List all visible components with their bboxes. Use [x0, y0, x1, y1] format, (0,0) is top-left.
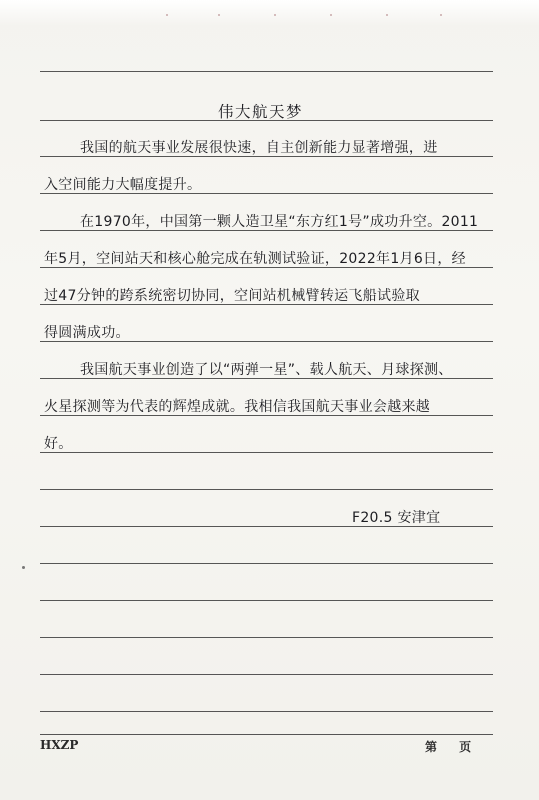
essay-line: 过47分钟的跨系统密切协同，空间站机械臂转运飞船试验取	[44, 288, 420, 304]
essay-line: 在1970年，中国第一颗人造卫星“东方红1号”成功升空。2011	[80, 214, 479, 230]
ruled-line	[40, 71, 493, 72]
ruled-line	[40, 637, 493, 638]
essay-title: 伟大航天梦	[218, 103, 304, 121]
perforation-mark	[440, 14, 442, 16]
ruled-line	[40, 489, 493, 490]
page-number-label: 第 页	[425, 740, 472, 754]
ruled-line	[40, 452, 493, 453]
page-top-edge	[0, 0, 539, 26]
perforation-mark	[330, 14, 332, 16]
essay-line: 火星探测等为代表的辉煌成就。我相信我国航天事业会越来越	[44, 399, 431, 415]
ruled-line	[40, 563, 493, 564]
footer-rule	[40, 734, 493, 735]
essay-line: 我国航天事业创造了以“两弹一星”、载人航天、月球探测、	[80, 362, 453, 378]
essay-line: 入空间能力大幅度提升。	[44, 177, 202, 193]
perforation-mark	[386, 14, 388, 16]
essay-line: 得圆满成功。	[44, 325, 130, 341]
essay-line: 我国的航天事业发展很快速，自主创新能力显著增强，进	[80, 140, 438, 156]
essay-line: 好。	[44, 436, 73, 452]
ruled-line	[40, 600, 493, 601]
footer-brand: HXZP	[40, 738, 79, 752]
perforation-mark	[274, 14, 276, 16]
ruled-line	[40, 711, 493, 712]
signature: F20.5 安津宜	[352, 510, 441, 526]
perforation-mark	[166, 14, 168, 16]
essay-line: 年5月，空间站天和核心舱完成在轨测试验证，2022年1月6日，经	[44, 251, 466, 267]
perforation-mark	[218, 14, 220, 16]
ruled-line	[40, 674, 493, 675]
margin-dot	[22, 566, 25, 569]
